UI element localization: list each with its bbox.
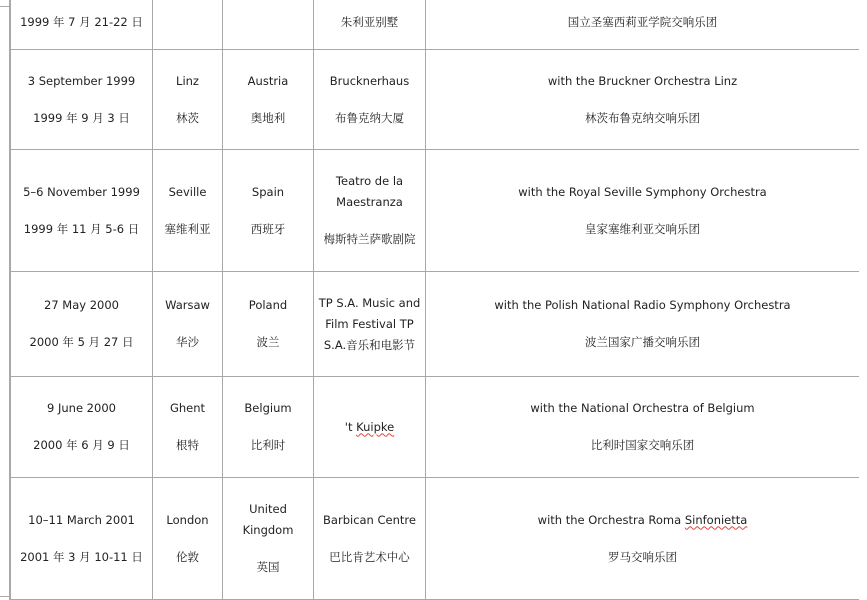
date-cell bbox=[11, 272, 153, 377]
country-en-line-1: United bbox=[249, 502, 287, 516]
margin-tick-bottom bbox=[0, 596, 10, 600]
table-row bbox=[11, 50, 860, 150]
venue-en: Brucknerhaus bbox=[329, 73, 410, 88]
date-zh: 1999 年 11 月 5-6 日 bbox=[23, 221, 140, 236]
country-zh: 英国 bbox=[256, 560, 280, 574]
venue-en-line-1: Teatro de la bbox=[335, 174, 404, 188]
venue-cell bbox=[314, 377, 426, 478]
venue-en: Barbican Centre bbox=[323, 512, 416, 527]
country-cell bbox=[223, 377, 314, 478]
city-en: Ghent bbox=[169, 401, 206, 415]
ensemble-zh: 林茨布鲁克纳交响乐团 bbox=[585, 110, 700, 125]
date-cell bbox=[11, 50, 153, 150]
date-en: 5–6 November 1999 bbox=[23, 184, 140, 199]
city-cell bbox=[153, 478, 223, 600]
venue-zh: S.A.音乐和电影节 bbox=[323, 337, 416, 352]
ensemble-zh: 波兰国家广播交响乐团 bbox=[585, 335, 700, 349]
city-cell bbox=[153, 50, 223, 150]
city-zh: 伦敦 bbox=[176, 549, 199, 564]
ensemble-zh: 比利时国家交响乐团 bbox=[590, 438, 695, 452]
country-cell bbox=[223, 0, 314, 50]
ensemble-en: with the Polish National Radio Symphony Orchestra bbox=[494, 298, 791, 312]
country-en: Spain bbox=[251, 184, 285, 199]
ensemble-cell bbox=[426, 478, 860, 600]
venue-cell bbox=[314, 0, 426, 50]
country-zh: 奥地利 bbox=[250, 110, 286, 125]
city-zh: 林茨 bbox=[176, 110, 199, 125]
country-cell bbox=[223, 50, 314, 150]
date-zh: 1999 年 7 月 21-22 日 bbox=[20, 14, 143, 29]
country-cell bbox=[223, 478, 314, 600]
ensemble-cell bbox=[426, 150, 860, 272]
ensemble-zh: 国立圣塞西莉亚学院交响乐团 bbox=[567, 14, 718, 29]
venue-cell bbox=[314, 478, 426, 600]
country-en: Poland bbox=[248, 298, 288, 312]
table-row bbox=[11, 478, 860, 600]
venue-cell bbox=[314, 50, 426, 150]
ensemble-zh: 罗马交响乐团 bbox=[608, 549, 677, 564]
date-en: 3 September 1999 bbox=[27, 73, 136, 88]
city-en: Linz bbox=[176, 73, 199, 88]
venue-zh: 巴比肯艺术中心 bbox=[329, 549, 410, 564]
city-en: London bbox=[166, 512, 209, 527]
country-en: Belgium bbox=[244, 401, 292, 415]
date-en: 9 June 2000 bbox=[47, 401, 116, 415]
venue-name-spellcheck: Kuipke bbox=[356, 419, 395, 434]
date-zh: 2000 年 5 月 27 日 bbox=[29, 335, 134, 349]
city-cell bbox=[153, 0, 223, 50]
city-en: Warsaw bbox=[165, 298, 210, 312]
ensemble-en: with the National Orchestra of Belgium bbox=[530, 401, 755, 415]
venue-en-line-2: Film Festival TP bbox=[325, 316, 414, 331]
ensemble-zh: 皇家塞维利亚交响乐团 bbox=[585, 221, 700, 236]
ensemble-prefix: with the Orchestra Roma bbox=[537, 512, 685, 527]
country-zh: 波兰 bbox=[256, 335, 280, 349]
venue-zh: 梅斯特兰萨歌剧院 bbox=[323, 232, 416, 246]
city-cell bbox=[153, 272, 223, 377]
date-cell bbox=[11, 377, 153, 478]
date-cell bbox=[11, 150, 153, 272]
table-row bbox=[11, 0, 860, 50]
date-en: 10–11 March 2001 bbox=[28, 512, 135, 527]
city-en: Seville bbox=[168, 184, 207, 199]
ensemble-cell bbox=[426, 50, 860, 150]
date-zh: 2000 年 6 月 9 日 bbox=[33, 438, 130, 452]
ensemble-en: with the Bruckner Orchestra Linz bbox=[547, 73, 738, 88]
venue-en-line-1: TP S.A. Music and bbox=[318, 295, 421, 310]
city-zh: 华沙 bbox=[176, 335, 199, 349]
country-en: Austria bbox=[247, 73, 289, 88]
ensemble-name-spellcheck: Sinfonietta bbox=[684, 512, 748, 527]
date-zh: 2001 年 3 月 10-11 日 bbox=[20, 549, 143, 564]
ensemble-cell bbox=[426, 377, 860, 478]
city-zh: 根特 bbox=[176, 438, 199, 452]
ensemble-cell bbox=[426, 0, 860, 50]
date-zh: 1999 年 9 月 3 日 bbox=[33, 110, 130, 125]
country-zh: 比利时 bbox=[250, 438, 286, 452]
city-cell bbox=[153, 150, 223, 272]
venue-cell bbox=[314, 150, 426, 272]
venue-zh: 布鲁克纳大厦 bbox=[335, 110, 404, 125]
ensemble-en: with the Royal Seville Symphony Orchestra bbox=[518, 184, 767, 199]
table-row bbox=[11, 272, 860, 377]
city-zh: 塞维利亚 bbox=[164, 221, 211, 236]
venue-en bbox=[316, 417, 423, 438]
country-zh: 西班牙 bbox=[250, 221, 286, 236]
country-en-line-2: Kingdom bbox=[242, 523, 294, 537]
venue-prefix: 't bbox=[344, 419, 357, 434]
country-cell bbox=[223, 150, 314, 272]
date-en: 27 May 2000 bbox=[44, 298, 119, 312]
country-cell bbox=[223, 272, 314, 377]
left-margin-rule bbox=[0, 0, 10, 600]
ensemble-en bbox=[428, 510, 857, 531]
right-page-margin bbox=[859, 0, 867, 600]
date-cell bbox=[11, 0, 153, 50]
city-cell bbox=[153, 377, 223, 478]
ensemble-cell bbox=[426, 272, 860, 377]
date-cell bbox=[11, 478, 153, 600]
venue-zh: 朱利亚别墅 bbox=[340, 14, 399, 29]
venue-en-line-2: Maestranza bbox=[336, 195, 403, 209]
venue-cell bbox=[314, 272, 426, 377]
table-row bbox=[11, 150, 860, 272]
table-row bbox=[11, 377, 860, 478]
concert-schedule-table bbox=[10, 0, 860, 600]
margin-tick-top bbox=[0, 0, 10, 7]
